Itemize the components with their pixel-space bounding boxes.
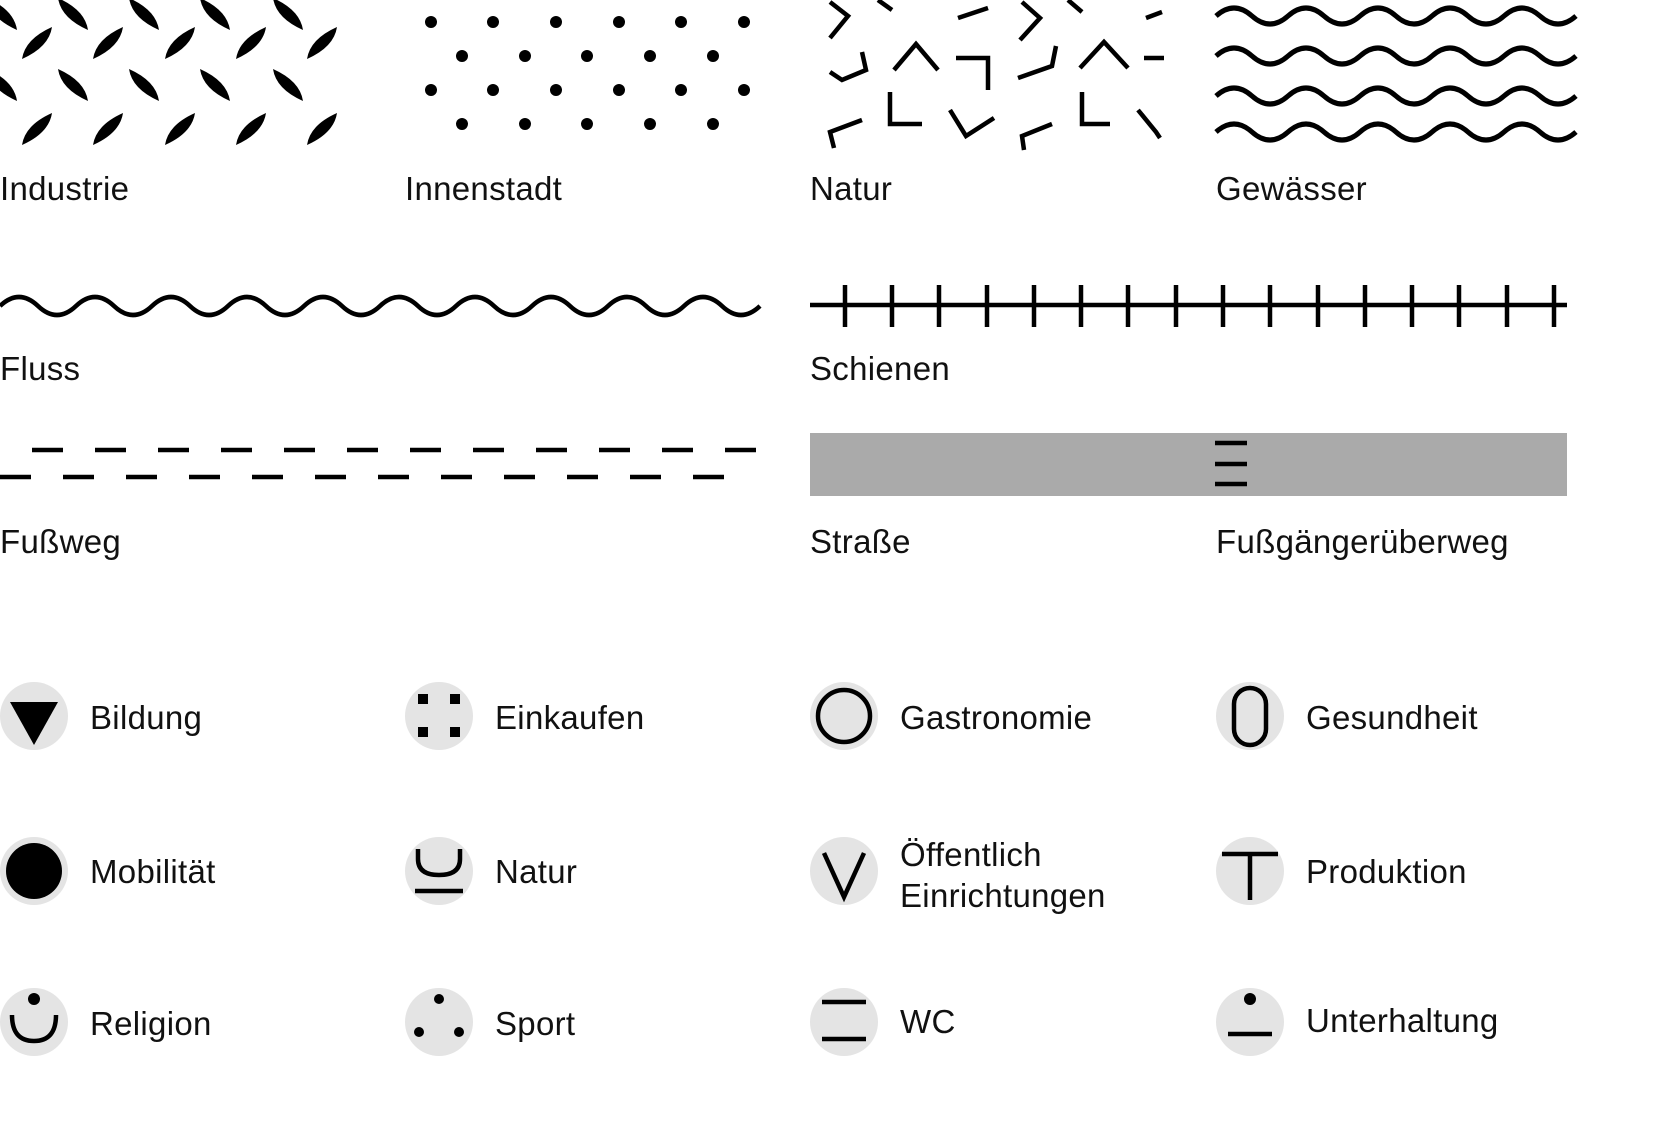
category-label-bildung: Bildung [90,699,203,736]
natur-pattern [810,0,1170,150]
category-label-einkaufen: Einkaufen [495,699,645,736]
category-label-gesundheit: Gesundheit [1306,699,1478,736]
category-label-sport: Sport [495,1005,576,1042]
category-label-mobilitaet: Mobilität [90,853,216,890]
fussweg-line [0,440,760,484]
innenstadt-pattern [405,0,765,150]
category-label-wc: WC [900,1003,956,1040]
category-label-natur: Natur [495,853,578,890]
label-strasse: Straße [810,523,911,560]
label-fussgaengerueberweg: Fußgängerüberweg [1216,523,1509,560]
zebra-crossing-icon [1214,440,1250,490]
ring-icon [810,682,882,754]
capsule-icon [1216,682,1288,754]
label-schienen: Schienen [810,350,951,387]
label-fluss: Fluss [0,350,81,387]
category-label-religion: Religion [90,1005,212,1042]
four-squares-icon [405,682,477,754]
gewaesser-pattern [1216,0,1568,150]
label-natur: Natur [810,170,893,207]
t-icon [1216,837,1288,909]
category-label-unterhaltung: Unterhaltung [1306,1002,1499,1039]
label-fussweg: Fußweg [0,523,122,560]
filled-circle-icon [0,837,72,909]
category-label-oeffentlich-einrichtungen: Öffentlich Einrichtungen [900,836,1106,915]
category-label-gastronomie: Gastronomie [900,699,1093,736]
label-gewaesser: Gewässer [1216,170,1367,207]
industrie-pattern [0,0,360,150]
dot-line-icon [1216,988,1288,1060]
triangle-down-icon [0,682,72,754]
equals-icon [810,988,882,1060]
label-industrie: Industrie [0,170,130,207]
label-innenstadt: Innenstadt [405,170,563,207]
category-label-produktion: Produktion [1306,853,1467,890]
bowl-icon [405,837,477,909]
fluss-line [0,288,760,328]
dot-smile-icon [0,988,72,1060]
v-icon [810,837,882,909]
three-dots-icon [405,988,477,1060]
schienen-line [810,283,1570,329]
strasse-band [810,433,1567,496]
